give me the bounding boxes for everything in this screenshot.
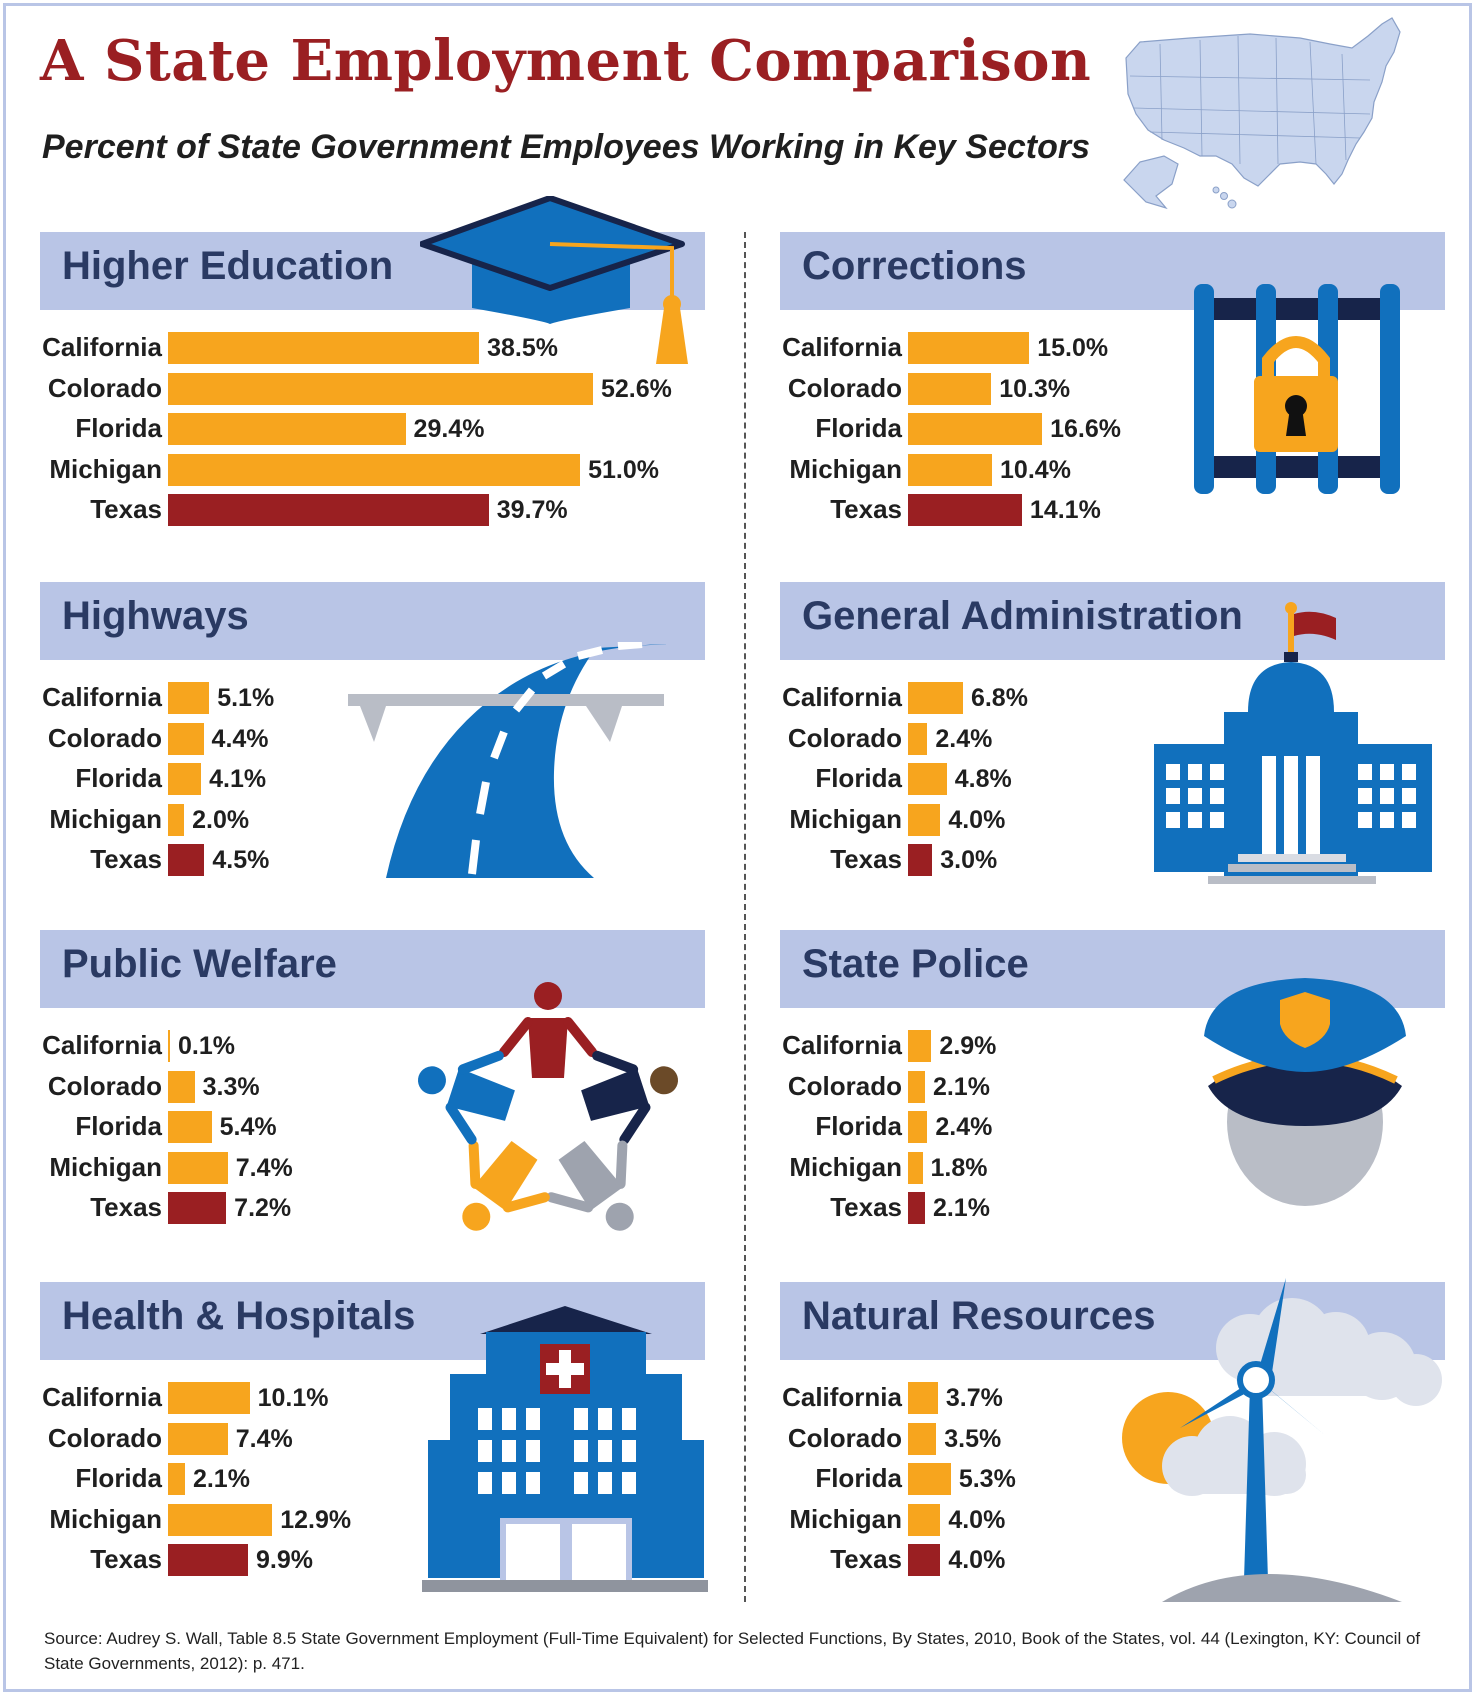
category-label: Florida bbox=[75, 1111, 162, 1141]
bar bbox=[908, 1382, 938, 1414]
capitol-building-icon bbox=[1152, 600, 1434, 888]
bar bbox=[168, 1192, 226, 1224]
bar bbox=[168, 494, 489, 526]
data-label: 7.4% bbox=[235, 1424, 293, 1453]
category-label: Colorado bbox=[787, 722, 902, 753]
bar bbox=[168, 844, 204, 876]
bar bbox=[908, 413, 1042, 445]
bar bbox=[908, 682, 963, 714]
category-label: California bbox=[42, 332, 162, 362]
bar-row bbox=[40, 492, 710, 528]
bar bbox=[908, 1111, 927, 1143]
category-label: Michigan bbox=[789, 1503, 902, 1534]
category-label: Florida bbox=[815, 413, 902, 443]
category-label: Colorado bbox=[47, 1422, 162, 1453]
data-label: 2.1% bbox=[192, 1465, 250, 1493]
page-subtitle: Percent of State Government Employees Working in Key Sectors bbox=[42, 128, 1091, 166]
data-label: 5.4% bbox=[219, 1113, 277, 1141]
bar bbox=[908, 804, 940, 836]
category-label: Texas bbox=[830, 1192, 902, 1222]
bar bbox=[168, 1463, 185, 1495]
bar bbox=[908, 1423, 936, 1455]
category-label: Colorado bbox=[47, 722, 162, 753]
data-label: 29.4% bbox=[413, 415, 485, 443]
highway-icon bbox=[346, 642, 666, 888]
data-label: 9.9% bbox=[255, 1546, 313, 1574]
bar bbox=[908, 1192, 925, 1224]
bar bbox=[908, 332, 1029, 364]
data-label: 7.4% bbox=[235, 1153, 293, 1182]
bar bbox=[908, 373, 991, 405]
category-label: California bbox=[42, 682, 162, 712]
bar bbox=[168, 1071, 195, 1103]
data-label: 52.6% bbox=[601, 374, 672, 403]
category-label: Florida bbox=[815, 1111, 902, 1141]
bar bbox=[908, 1030, 931, 1062]
data-label: 16.6% bbox=[1050, 415, 1122, 443]
bar bbox=[908, 844, 932, 876]
category-label: Florida bbox=[75, 413, 162, 443]
bar bbox=[168, 763, 201, 795]
data-label: 10.3% bbox=[999, 374, 1071, 403]
bar bbox=[168, 413, 406, 445]
section-title: Higher Education bbox=[62, 244, 394, 288]
page-title: A State Employment Comparison bbox=[40, 28, 1092, 94]
category-label: Texas bbox=[90, 844, 162, 874]
bar bbox=[168, 454, 580, 486]
jail-lock-icon bbox=[1190, 280, 1412, 498]
bar bbox=[908, 1071, 925, 1103]
data-label: 3.3% bbox=[202, 1072, 260, 1101]
source-note: Source: Audrey S. Wall, Table 8.5 State Government Employment (Full-Time Equivalent) for Selected Functions, By States, 2010, Book of the States, vol. 44 (Lexington, KY: Council of State Governments, 2012): p. 471. bbox=[44, 1629, 1421, 1673]
section-title: Highways bbox=[62, 594, 249, 638]
data-label: 14.1% bbox=[1029, 496, 1101, 524]
section-title: Natural Resources bbox=[802, 1294, 1156, 1338]
category-label: California bbox=[42, 1382, 162, 1412]
column-divider bbox=[744, 232, 746, 1602]
hospital-icon bbox=[420, 1304, 710, 1594]
data-label: 12.9% bbox=[280, 1505, 352, 1534]
category-label: Colorado bbox=[47, 372, 162, 403]
section-title: Health & Hospitals bbox=[62, 1294, 416, 1338]
bar bbox=[908, 1544, 940, 1576]
data-label: 10.1% bbox=[257, 1384, 329, 1412]
data-label: 5.1% bbox=[217, 684, 275, 712]
bar bbox=[168, 682, 209, 714]
category-label: California bbox=[42, 1030, 162, 1060]
data-label: 3.5% bbox=[944, 1424, 1002, 1453]
bar bbox=[908, 763, 947, 795]
data-label: 4.0% bbox=[948, 1505, 1006, 1534]
category-label: Michigan bbox=[49, 453, 162, 484]
bar bbox=[908, 1152, 923, 1184]
data-label: 7.2% bbox=[234, 1194, 292, 1222]
category-label: California bbox=[782, 1382, 902, 1412]
data-label: 4.0% bbox=[948, 1546, 1006, 1574]
category-label: Colorado bbox=[47, 1070, 162, 1101]
category-label: Michigan bbox=[789, 453, 902, 484]
bar bbox=[908, 454, 992, 486]
data-label: 2.1% bbox=[932, 1072, 990, 1101]
category-label: Texas bbox=[90, 1192, 162, 1222]
category-label: Texas bbox=[90, 1544, 162, 1574]
bar-row bbox=[40, 411, 710, 447]
category-label: Michigan bbox=[49, 803, 162, 834]
data-label: 4.4% bbox=[211, 724, 269, 753]
bar bbox=[908, 494, 1022, 526]
data-label: 4.1% bbox=[209, 765, 267, 793]
data-label: 5.3% bbox=[958, 1465, 1016, 1493]
data-label: 3.7% bbox=[945, 1384, 1003, 1412]
bar bbox=[168, 1544, 248, 1576]
category-label: Texas bbox=[830, 1544, 902, 1574]
category-label: Texas bbox=[830, 494, 902, 524]
bar bbox=[168, 1382, 250, 1414]
wind-turbine-icon bbox=[1116, 1276, 1444, 1606]
data-label: 3.0% bbox=[940, 846, 998, 874]
bar bbox=[168, 1111, 212, 1143]
bar-row bbox=[40, 452, 710, 488]
bar bbox=[168, 1030, 170, 1062]
data-label: 51.0% bbox=[588, 455, 659, 484]
data-label: 38.5% bbox=[487, 334, 558, 362]
police-cap-icon bbox=[1200, 976, 1410, 1206]
bar bbox=[168, 373, 593, 405]
data-label: 6.8% bbox=[970, 684, 1028, 712]
bar bbox=[908, 1463, 951, 1495]
category-label: California bbox=[782, 682, 902, 712]
data-label: 2.0% bbox=[192, 805, 250, 834]
data-label: 15.0% bbox=[1037, 334, 1109, 362]
category-label: Florida bbox=[75, 763, 162, 793]
bar bbox=[168, 804, 184, 836]
data-label: 1.8% bbox=[930, 1153, 988, 1182]
people-circle-icon bbox=[400, 968, 696, 1246]
data-label: 4.5% bbox=[212, 846, 270, 874]
data-label: 10.4% bbox=[1000, 455, 1071, 484]
data-label: 0.1% bbox=[178, 1032, 235, 1060]
category-label: Colorado bbox=[787, 1070, 902, 1101]
category-label: Michigan bbox=[49, 1503, 162, 1534]
bar bbox=[168, 1423, 228, 1455]
bar bbox=[168, 723, 204, 755]
bar bbox=[168, 1152, 228, 1184]
category-label: Colorado bbox=[787, 372, 902, 403]
section-title: Corrections bbox=[802, 244, 1027, 288]
category-label: Florida bbox=[815, 763, 902, 793]
category-label: Michigan bbox=[49, 1151, 162, 1182]
us-map-icon bbox=[1120, 14, 1420, 219]
data-label: 4.8% bbox=[954, 765, 1012, 793]
category-label: Michigan bbox=[789, 1151, 902, 1182]
category-label: Florida bbox=[75, 1463, 162, 1493]
data-label: 4.0% bbox=[948, 805, 1006, 834]
bar bbox=[168, 1504, 272, 1536]
data-label: 39.7% bbox=[496, 496, 568, 524]
data-label: 2.9% bbox=[939, 1032, 997, 1060]
category-label: California bbox=[782, 1030, 902, 1060]
category-label: Colorado bbox=[787, 1422, 902, 1453]
category-label: Texas bbox=[90, 494, 162, 524]
section-title: State Police bbox=[802, 942, 1029, 986]
data-label: 2.4% bbox=[935, 1113, 993, 1141]
category-label: Michigan bbox=[789, 803, 902, 834]
bar-row bbox=[40, 371, 710, 407]
bar bbox=[908, 1504, 940, 1536]
data-label: 2.1% bbox=[932, 1194, 990, 1222]
category-label: Texas bbox=[830, 844, 902, 874]
data-label: 2.4% bbox=[935, 724, 993, 753]
bar bbox=[908, 723, 927, 755]
graduation-cap-icon bbox=[420, 196, 710, 372]
section-title: Public Welfare bbox=[62, 942, 337, 986]
category-label: Florida bbox=[815, 1463, 902, 1493]
category-label: California bbox=[782, 332, 902, 362]
section-title: General Administration bbox=[802, 594, 1243, 638]
